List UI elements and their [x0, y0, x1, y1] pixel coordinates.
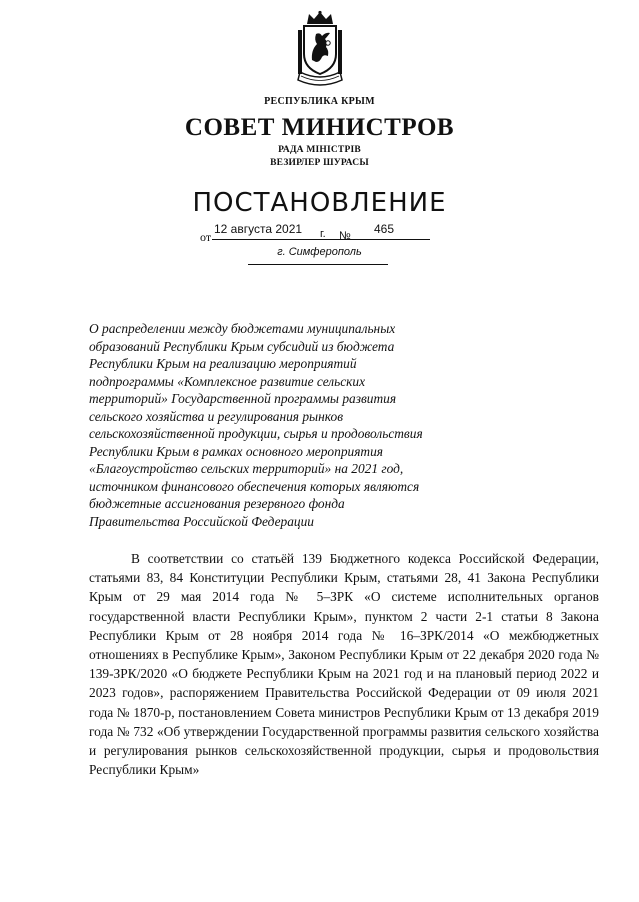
number-sign: №	[339, 230, 351, 242]
year-suffix: г.	[320, 228, 326, 240]
decree-number: 465	[374, 222, 395, 236]
date-prefix: от	[200, 230, 212, 244]
decree-subject: О распределении между бюджетами муниципальных образований Республики Крым субсидий из бюджета Республики Крым на реализацию мероприятий подпрограммы «Комплексное развитие сельских территорий» Государственной программы развития сельского хозяйства и регулирования рынков сельскохозяйственной продукции, сырья и продовольствия Республики Крым в рамках основного мероприятия «Благоустройство сельских территорий» на 2021 год, источником финансового обеспечения которых являются бюджетные ассигнования резервного фонда Правительства Российской Федерации	[89, 321, 423, 529]
dateline-underline	[212, 239, 430, 240]
council-title-crimean-tatar: ВЕЗИРЛЕР ШУРАСЫ	[270, 158, 369, 168]
republic-name: РЕСПУБЛИКА КРЫМ	[264, 96, 375, 107]
crimea-coat-of-arms-icon	[295, 10, 345, 92]
decree-date: 12 августа 2021	[214, 222, 303, 236]
city-name: г. Симферополь	[277, 246, 362, 258]
council-title-ukrainian: РАДА МІНІСТРІВ	[278, 145, 361, 155]
document-type: ПОСТАНОВЛЕНИЕ	[192, 188, 447, 218]
decree-body-paragraph: В соответствии со статьёй 139 Бюджетного кодекса Российской Федерации, статьями 83, 84 Конституции Республики Крым, статьями 28, 41 Закона Республики Крым от 29 мая 2014 года № 5–ЗРК «О системе исполнительных органов государственной власти Республики Крым», пунктом 2 части 2-1 статьи 8 Закона Республики Крым от 28 ноября 2014 года № 16–ЗРК/2014 «О межбюджетных отношениях в Республике Крым», Законом Республики Крым от 22 декабря 2020 года № 139-ЗРК/2020 «О бюджете Республики Крым на 2021 год и на плановый период 2022 и 2023 годов», распоряжением Правительства Российской Федерации от 09 июля 2021 года № 1870-р, постановлением Совета министров Республики Крым от 13 декабря 2019 года № 732 «Об утверждении Государственной программы развития сельского хозяйства и регулирования рынков сельскохозяйственной продукции, сырья и продовольствия Республики Крым»	[89, 551, 599, 778]
dateline	[0, 222, 639, 246]
council-title: СОВЕТ МИНИСТРОВ	[184, 114, 455, 141]
city-underline	[248, 264, 388, 265]
